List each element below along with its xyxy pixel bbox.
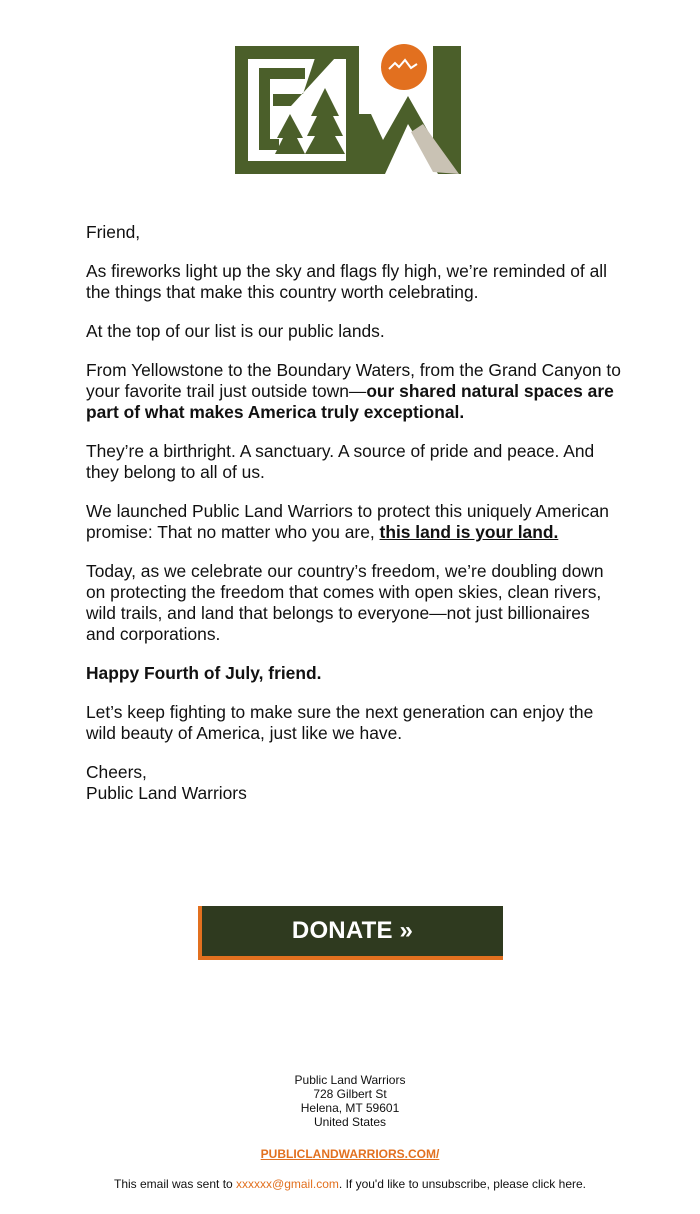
footer-org: Public Land Warriors xyxy=(294,1073,406,1087)
greeting: Friend, xyxy=(86,222,141,242)
paragraph-6: Today, as we celebrate our country’s freedom, we’re doubling down on protecting the freedom that comes with open skies, clean rivers, wild trails, and land that belongs to everyone—not just billionaires and corporations. xyxy=(86,561,604,644)
footer-street: 728 Gilbert St xyxy=(313,1087,387,1101)
paragraph-5 xyxy=(86,501,621,543)
paragraph-3 xyxy=(86,360,621,423)
unsubscribe-text[interactable]: . If you'd like to unsubscribe, please click here. xyxy=(338,1177,586,1191)
paragraph-5-lead: We launched Public Land Warriors to protect this uniquely American promise: That no matter who you are, xyxy=(86,501,609,542)
paragraph-2: At the top of our list is our public lands. xyxy=(86,321,385,341)
signoff: Cheers, xyxy=(86,762,147,782)
this-land-link[interactable]: this land is your land. xyxy=(379,522,559,542)
sent-to-prefix: This email was sent to xyxy=(113,1177,237,1191)
logo-icon xyxy=(233,44,463,176)
paragraph-7 xyxy=(86,663,621,684)
signature: Public Land Warriors xyxy=(86,783,247,803)
public-land-warriors-logo xyxy=(233,44,463,176)
unsubscribe-notice xyxy=(0,1177,700,1191)
footer-country: United States xyxy=(313,1115,387,1129)
email-body xyxy=(86,222,621,804)
paragraph-3-lead: From Yellowstone to the Boundary Waters, from the Grand Canyon to your favorite trail just outside town— xyxy=(86,360,621,401)
footer-city: Helena, MT 59601 xyxy=(300,1101,400,1115)
footer xyxy=(0,1073,700,1191)
fourth-of-july-heading: Happy Fourth of July, friend. xyxy=(86,663,322,683)
paragraph-3-bold: our shared natural spaces are part of what makes America truly exceptional. xyxy=(86,381,614,422)
recipient-email-link[interactable]: xxxxxx@gmail.com xyxy=(236,1177,339,1191)
paragraph-4: They’re a birthright. A sanctuary. A source of pride and peace. And they belong to all of us. xyxy=(86,441,595,482)
paragraph-8: Let’s keep fighting to make sure the next generation can enjoy the wild beauty of America, just like we have. xyxy=(86,702,594,743)
donate-button[interactable]: DONATE » xyxy=(198,906,503,960)
website-link[interactable]: PUBLICLANDWARRIORS.COM/ xyxy=(260,1147,440,1161)
paragraph-1: As fireworks light up the sky and flags fly high, we’re reminded of all the things that make this country worth celebrating. xyxy=(86,261,607,302)
